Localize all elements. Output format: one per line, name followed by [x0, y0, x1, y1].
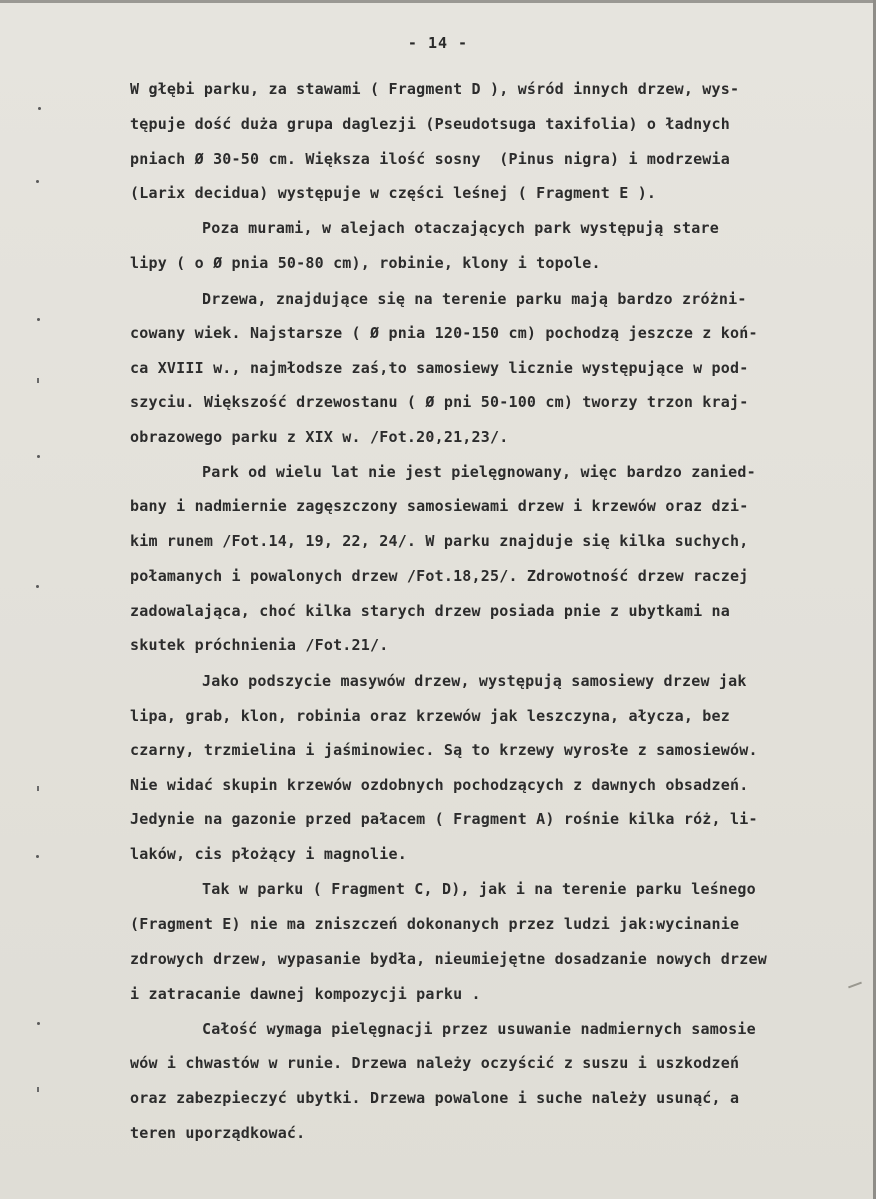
page-number: - 14 -	[407, 34, 469, 52]
text-line: ca XVIII w., najmłodsze zaś,to samosiewy licznie występujące w pod-	[130, 359, 749, 377]
text-line: obrazowego parku z XIX w. /Fot.20,21,23/.	[130, 428, 509, 446]
text-line: laków, cis płożący i magnolie.	[130, 845, 407, 863]
text-line: kim runem /Fot.14, 19, 22, 24/. W parku znajduje się kilka suchych,	[130, 532, 749, 550]
margin-mark	[36, 855, 39, 858]
text-line: (Fragment E) nie ma zniszczeń dokonanych przez ludzi jak:wycinanie	[130, 915, 740, 933]
text-line: W głębi parku, za stawami ( Fragment D ), wśród innych drzew, wys-	[130, 80, 740, 98]
page-top-edge	[0, 0, 876, 3]
margin-mark	[37, 786, 39, 791]
text-line: pniach Ø 30-50 cm. Większa ilość sosny (Pinus nigra) i modrzewia	[130, 150, 730, 168]
text-line: lipy ( o Ø pnia 50-80 cm), robinie, klony i topole.	[130, 254, 601, 272]
text-line: czarny, trzmielina i jaśminowiec. Są to krzewy wyrosłe z samosiewów.	[130, 741, 758, 759]
text-line: Jako podszycie masywów drzew, występują samosiewy drzew jak	[202, 672, 747, 690]
margin-mark	[37, 378, 39, 383]
text-line: połamanych i powalonych drzew /Fot.18,25/. Zdrowotność drzew raczej	[130, 567, 749, 585]
text-line: lipa, grab, klon, robinia oraz krzewów jak leszczyna, ałycza, bez	[130, 707, 730, 725]
text-line: Poza murami, w alejach otaczających park występują stare	[202, 219, 719, 237]
margin-mark	[37, 1087, 39, 1092]
text-line: Nie widać skupin krzewów ozdobnych pochodzących z dawnych obsadzeń.	[130, 776, 749, 794]
text-line: Jedynie na gazonie przed pałacem ( Fragment A) rośnie kilka róż, li-	[130, 810, 758, 828]
margin-mark	[37, 1022, 40, 1025]
text-line: Tak w parku ( Fragment C, D), jak i na terenie parku leśnego	[202, 880, 756, 898]
text-line: bany i nadmiernie zagęszczony samosiewami drzew i krzewów oraz dzi-	[130, 497, 749, 515]
text-line: skutek próchnienia /Fot.21/.	[130, 636, 389, 654]
text-line: wów i chwastów w runie. Drzewa należy oczyścić z suszu i uszkodzeń	[130, 1054, 740, 1072]
text-line: zadowalająca, choć kilka starych drzew posiada pnie z ubytkami na	[130, 602, 730, 620]
text-line: Park od wielu lat nie jest pielęgnowany, więc bardzo zanied-	[202, 463, 756, 481]
text-line: szyciu. Większość drzewostanu ( Ø pni 50-100 cm) tworzy trzon kraj-	[130, 393, 749, 411]
margin-mark	[36, 180, 39, 183]
margin-mark	[36, 585, 39, 588]
margin-mark	[37, 455, 40, 458]
margin-mark	[38, 107, 41, 110]
text-line: (Larix decidua) występuje w części leśnej ( Fragment E ).	[130, 184, 657, 202]
text-line: teren uporządkować.	[130, 1124, 306, 1142]
text-line: cowany wiek. Najstarsze ( Ø pnia 120-150 cm) pochodzą jeszcze z koń-	[130, 324, 758, 342]
paper-scratch	[848, 982, 862, 989]
text-line: zdrowych drzew, wypasanie bydła, nieumiejętne dosadzanie nowych drzew	[130, 950, 767, 968]
text-line: Drzewa, znajdujące się na terenie parku mają bardzo zróżni-	[202, 290, 747, 308]
text-line: oraz zabezpieczyć ubytki. Drzewa powalone i suche należy usunąć, a	[130, 1089, 740, 1107]
text-line: tępuje dość duża grupa daglezji (Pseudotsuga taxifolia) o ładnych	[130, 115, 730, 133]
text-line: i zatracanie dawnej kompozycji parku .	[130, 985, 481, 1003]
text-line: Całość wymaga pielęgnacji przez usuwanie nadmiernych samosie	[202, 1020, 756, 1038]
margin-mark	[37, 318, 40, 321]
